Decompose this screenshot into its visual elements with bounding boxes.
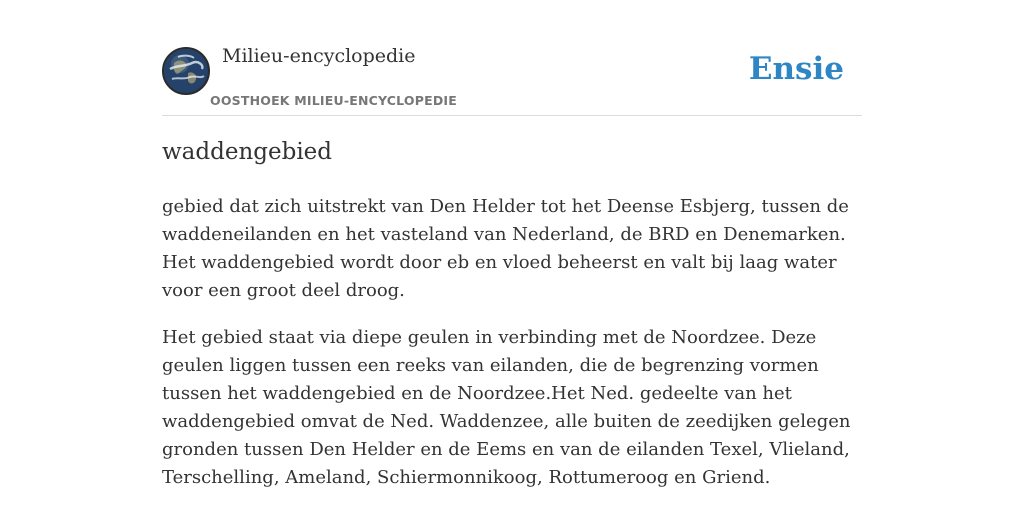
article-paragraph: Het gebied staat via diepe geulen in verbinding met de Noordzee. Deze geulen liggen tussen een reeks van eilanden, die de begrenzing vormen tussen het waddengebied en de Noordzee.Het Ned. gedeelte van het waddengebied omvat de Ned. Waddenzee, alle buiten de zeedijken gelegen gronden tussen Den Helder en de Eems en van de eilanden Texel, Vlieland, Terschelling, Ameland, Schiermonnikoog, Rottumeroog en Griend. <box>162 327 851 488</box>
page-title: waddengebied <box>162 139 333 165</box>
site-subtitle[interactable]: OOSTHOEK MILIEU-ENCYCLOPEDIE <box>210 93 457 108</box>
site-name[interactable]: Milieu-encyclopedie <box>222 45 416 67</box>
site-header <box>162 44 862 116</box>
earth-globe-icon[interactable] <box>162 47 210 95</box>
article-body <box>162 193 862 511</box>
article-paragraph: gebied dat zich uitstrekt van Den Helder tot het Deense Esbjerg, tussen de waddeneilanden en het vasteland van Nederland, de BRD en Denemarken. Het waddengebied wordt door eb en vloed beheerst en valt bij laag water voor een groot deel droog. <box>162 196 849 301</box>
brand-logo[interactable]: Ensie <box>748 51 844 87</box>
